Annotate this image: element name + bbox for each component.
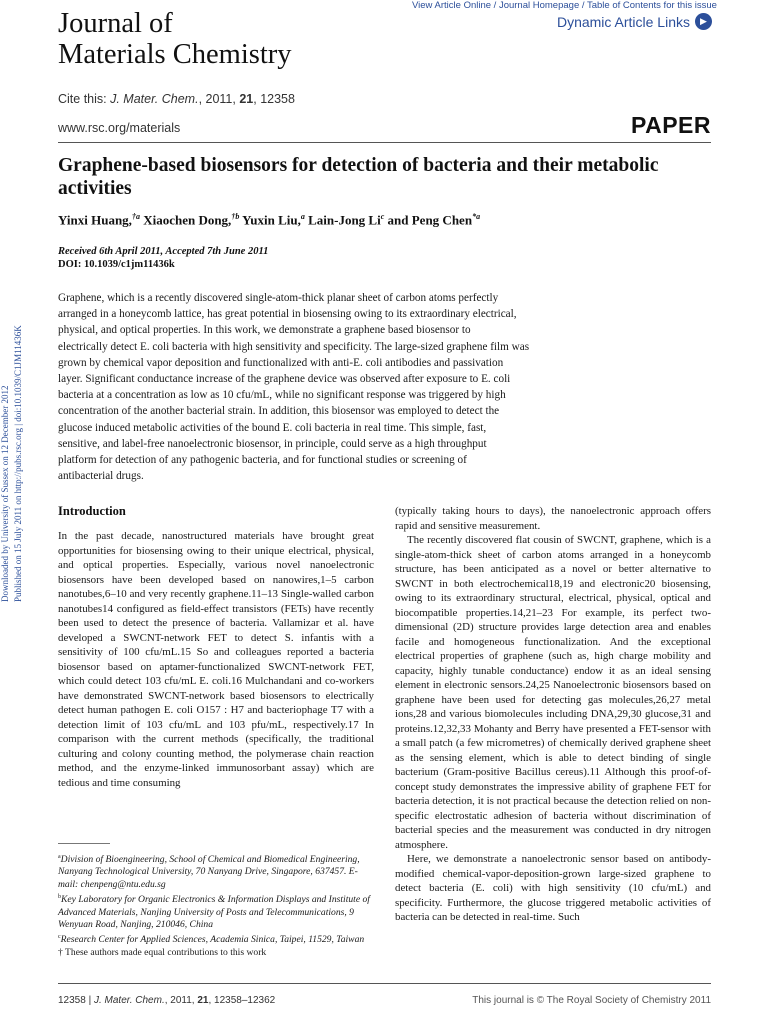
footnote-b-text: Key Laboratory for Organic Electronics & Information Displays and Institute of Advanced Materials, Nanjing University of Posts and Telecommunications, 9 Wenyuan Road, Nanjing, 210046, China xyxy=(58,894,370,930)
footer-page-number: 12358 xyxy=(58,995,86,1006)
author-affiliation-mark: a xyxy=(300,212,305,221)
right-column xyxy=(395,504,711,925)
journal-homepage-link[interactable]: Journal Homepage xyxy=(498,0,580,11)
author-affiliation-mark: †a xyxy=(131,212,140,221)
footer-rule xyxy=(58,983,711,984)
footer-copyright: This journal is © The Royal Society of Chemistry 2011 xyxy=(472,995,711,1006)
received-info xyxy=(58,245,268,271)
footnote-dagger-text: These authors made equal contributions to this work xyxy=(65,946,267,958)
footer-citation xyxy=(58,995,275,1006)
author-name: and Peng Chen xyxy=(384,212,473,228)
article-title-line2: activities xyxy=(58,178,132,199)
footer-volume: 21 xyxy=(197,995,209,1006)
author-name: Yinxi Huang, xyxy=(58,212,132,228)
author-affiliation-mark: c xyxy=(380,212,385,221)
footnote-b: $^b$Key Laboratory for Organic Electronics & Information Displays and Institute of Advanced Materials, Nanjing University of Posts and Telecommunications, 9 Wenyuan Road, Nanjing, 210046, China xyxy=(58,894,370,930)
footnote-a-text: Division of Bioengineering, School of Chemical and Biomedical Engineering, Nanyang Technological University, 70 Nanyang Drive, Singapore, 637457. E-mail: chenpeng@ntu.edu.sg xyxy=(58,854,360,890)
article-title xyxy=(58,154,708,200)
author-list xyxy=(58,212,708,228)
left-column xyxy=(58,529,374,790)
cite-page: , 12358 xyxy=(253,92,295,106)
abstract-line: physical, and optical properties. In this work, we demonstrate a graphene based biosensor to xyxy=(58,324,471,337)
abstract-line: glucose induced metabolic activities of the bound E. coli bacteria in real time. This simple, fast, xyxy=(58,421,487,434)
abstract-line: arranged in a honeycomb lattice, has great potential in biosensing owing to its extraordinary electrical, xyxy=(58,308,517,321)
footer-pages: , 12358–12362 xyxy=(208,995,276,1006)
journal-title-line2: Materials Chemistry xyxy=(58,39,292,70)
abstract-line: layer. Significant conductance increase of the graphene device was observed after exposure to E. coli xyxy=(58,373,511,386)
play-arrow-icon: ▶ xyxy=(695,13,712,30)
table-of-contents-link[interactable]: Table of Contents for this issue xyxy=(586,0,717,11)
top-links: View Article Online / Journal Homepage / Table of Contents for this issue xyxy=(412,0,717,11)
abstract-line: sensitive, and label-free nanoelectronic biosensor, in principle, could serve as a high throughput xyxy=(58,437,487,450)
header-rule xyxy=(58,142,711,143)
footnotes xyxy=(58,851,374,959)
abstract-line: antibacterial drugs. xyxy=(58,470,144,483)
author-affiliation-mark: *a xyxy=(472,212,481,221)
footnote-rule xyxy=(58,843,110,844)
journal-title-line1: Journal of xyxy=(58,8,173,39)
dynamic-article-links[interactable] xyxy=(557,13,712,30)
intro-paragraph-3: The recently discovered flat cousin of SWCNT, graphene, which is a single-atom-thick sheet of carbon atoms arranged in a honeycomb structure, has been anticipated as a novel or better alternative to SWCNT in both electrochemical18,19 and electronic20 biosensing, owing to its extraordinary structural, electrical, physical, optical and biocompatible properties.14,21–23 For example, its perfect two-dimensional (2D) structure provides large detection area and enables facile and homogeneous functionalization. And the exceptional electrical properties of graphene (such as, high charge mobility and capacity, highly tunable conductance) endow it as an ideal sensing element in electronic sensors.24,25 Nanoelectronic biosensors based on graphene have been used for detecting gas molecules,26,27 metal ions,28 and various biomolecules including DNA,29,30 glucose,31 and proteins.12,32,33 Mohanty and Berry have presented a FET-sensor with a small patch (a few micrometres) of chemically derived graphene sheet as the sensing element, which is able to detect binding of single bacterium (Gram-positive Bacillus cereus).11 Although this proof-of-concept study demonstrates the impressive ability of graphene FET for bacteria detection, it is not practical because the detection relied on non-specific electrostatic adhesion of bacteria without discrimination of bacterial species and the measurement was conducted in dry nitrogen atmosphere. xyxy=(395,534,711,851)
intro-paragraph-1: In the past decade, nanostructured materials have brought great opportunities for biosensing owing to their unique electrical, physical, and optical properties. Especially, various novel nanoelectronic biosensors have been developed based on nanowires,1–5 carbon nanotubes,6–10 and very recently graphene.11–13 Single-walled carbon nanotubes14 configured as field-effect transistors (FETs) have recently been used to detect the presence of bacteria. Vallamizar et al. have developed a SWCNT-network FET to detect S. infantis with a sensitivity of 100 cfu/mL.15 So and colleagues reported a bacteria biosensor based on aptamer-functionalized SWCNT-network FET, which could detect 103 cfu/mL E. coli.16 Mulchandani and co-workers have demonstrated SWCNT-network based biosensors to electrically detect human pathogen E. coli O157 : H7 and bacteriophage T7 with a detection limit of 103 cfu/mL and 103 pfu/mL, respectively.17 In comparison with the current methods (specifically, the traditional culturing and colony counting method, the polymerase chain reaction method, and the enzyme-linked immunosorbant assay) which are tedious and time consuming xyxy=(58,530,374,789)
introduction-heading: Introduction xyxy=(58,504,126,518)
author-name: Yuxin Liu, xyxy=(239,212,301,228)
abstract-line: electrically detect E. coli bacteria with high sensitivity and specificity. The large-sized graphene film was xyxy=(58,340,530,353)
abstract-line: grown by chemical vapor deposition and functionalized with anti-E. coli antibodies and passivation xyxy=(58,356,504,369)
doi[interactable]: DOI: 10.1039/c1jm11436k xyxy=(58,259,175,270)
abstract xyxy=(58,290,633,484)
footnote-c-text: Research Center for Applied Sciences, Academia Sinica, Taipei, 11529, Taiwan xyxy=(60,934,365,946)
journal-title xyxy=(58,8,292,70)
footer-separator: | xyxy=(85,995,94,1006)
author-name: Xiaochen Dong, xyxy=(139,212,232,228)
journal-website[interactable]: www.rsc.org/materials xyxy=(58,121,181,135)
citation-line xyxy=(58,92,295,106)
footnote-c: $^c$Research Center for Applied Sciences, Academia Sinica, Taipei, 11529, Taiwan xyxy=(58,934,365,946)
author-name: Lain-Jong Li xyxy=(304,212,381,228)
view-article-online-link[interactable]: View Article Online xyxy=(412,0,492,11)
intro-paragraph-4: Here, we demonstrate a nanoelectronic sensor based on antibody-modified chemical-vapor-deposition-grown large-sized graphene to detect bacteria (E. coli) with high sensitivity (10 cfu/mL) and specificity. Furthermore, the glucose triggered metabolic activities of bacteria can be detected in real-time. Such xyxy=(395,853,711,923)
dynamic-article-links-label: Dynamic Article Links xyxy=(556,13,690,30)
abstract-line: Graphene, which is a recently discovered single-atom-thick planar sheet of carbon atoms perfectly xyxy=(58,292,499,304)
abstract-line: bacteria at a concentration as low as 10 cfu/mL, while no significant response was triggered by high xyxy=(58,389,506,402)
author-affiliation-mark: †b xyxy=(231,212,240,221)
abstract-line: platform for detection of any pathogenic bacteria, and for functional studies or screening of xyxy=(58,454,467,467)
cite-year: , 2011, xyxy=(198,92,240,106)
received-dates: Received 6th April 2011, Accepted 7th June 2011 xyxy=(58,246,269,257)
side-download-note: Downloaded by University of Sussex on 12 December 2012 xyxy=(0,385,10,602)
intro-paragraph-2: (typically taking hours to days), the nanoelectronic approach offers rapid and sensitive measurement. xyxy=(395,505,711,532)
abstract-line: concentration of the another bacterial strain. In addition, this biosensor was employed to detect the xyxy=(58,405,500,418)
footnote-a: $^a$Division of Bioengineering, School of Chemical and Biomedical Engineering, Nanyang Technological University, 70 Nanyang Drive, Singapore, 637457. E-mail: chenpeng@ntu.edu.sg xyxy=(58,854,360,890)
article-type-label: PAPER xyxy=(630,112,711,138)
side-published-note: Published on 15 July 2011 on http://pubs.rsc.org | doi:10.1039/C1JM11436K xyxy=(13,325,23,602)
article-title-line1: Graphene-based biosensors for detection of bacteria and their metabolic xyxy=(58,155,659,176)
cite-prefix: Cite this: xyxy=(58,92,111,106)
footer-year: , 2011, xyxy=(164,995,198,1006)
footnote-dagger: † These authors made equal contributions to this work xyxy=(58,946,267,958)
footer-journal: J. Mater. Chem. xyxy=(93,995,165,1006)
cite-volume: 21 xyxy=(239,92,254,106)
cite-journal: J. Mater. Chem. xyxy=(110,92,199,106)
